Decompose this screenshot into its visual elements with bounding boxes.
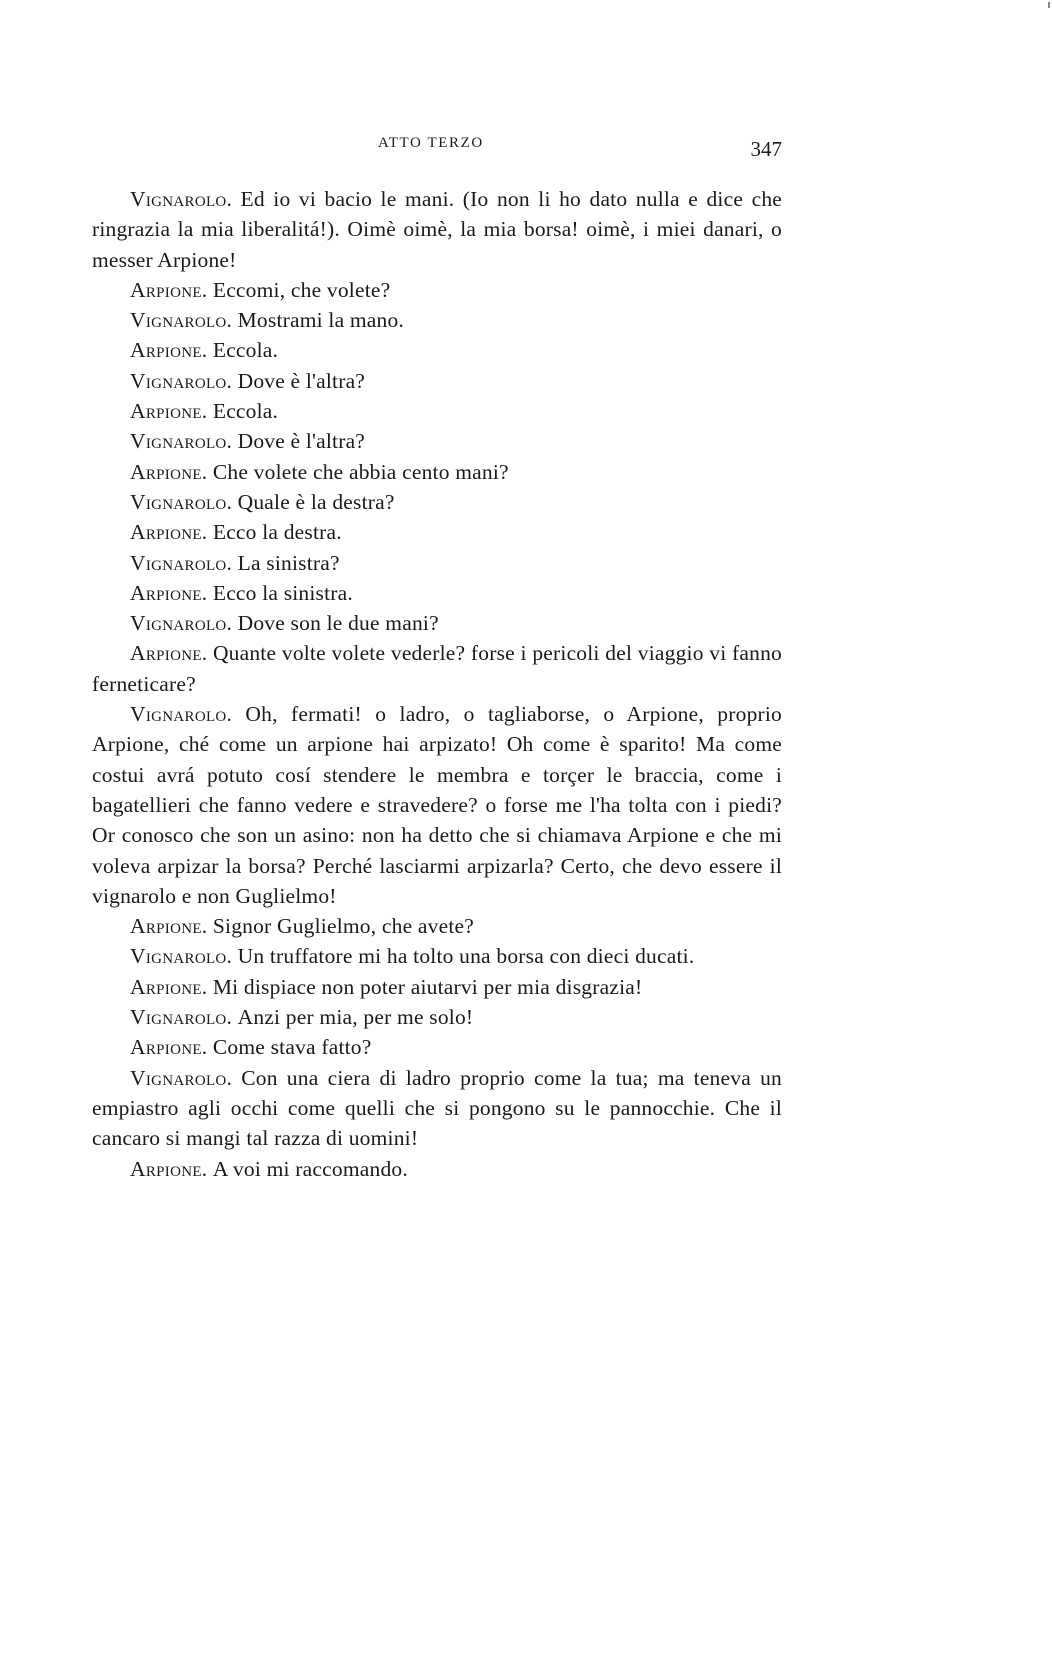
speaker-name: Arpione.: [130, 580, 208, 605]
speaker-name: Vignarolo.: [130, 944, 233, 969]
speech-text: Con una ciera di ladro proprio come la tua; ma teneva un empiastro agli occhi come quelli che si pongono su le pannocchie. Che il cancaro si mangi tal razza di uomini!: [92, 1065, 783, 1151]
running-header: [92, 133, 782, 163]
speech-text: Quale è la destra?: [237, 489, 395, 514]
speech-text: Mi dispiace non poter aiutarvi per mia disgrazia!: [212, 974, 643, 999]
speaker-name: Arpione.: [130, 1035, 208, 1060]
speaker-name: Vignarolo.: [130, 611, 233, 636]
speaker-name: Vignarolo.: [130, 368, 233, 393]
dialogue-line: [92, 1063, 782, 1154]
speech-text: Un truffatore mi ha tolto una borsa con dieci ducati.: [237, 944, 695, 969]
dialogue-line: [92, 184, 782, 275]
speaker-name: Vignarolo.: [130, 429, 233, 454]
dialogue-line: [92, 911, 782, 941]
dialogue-line: [92, 1032, 782, 1062]
dialogue-line: [92, 608, 782, 638]
dialogue-line: [92, 638, 782, 699]
speech-text: Come stava fatto?: [212, 1035, 372, 1060]
speaker-name: Vignarolo.: [130, 1065, 233, 1090]
running-title: ATTO TERZO: [378, 135, 484, 151]
speech-text: Ecco la destra.: [212, 520, 342, 545]
dialogue-line: [92, 426, 782, 456]
dialogue-line: [92, 578, 782, 608]
dialogue-line: [92, 305, 782, 335]
dialogue-line: [92, 396, 782, 426]
speech-text: Ecco la sinistra.: [212, 580, 353, 605]
speaker-name: Vignarolo.: [130, 702, 233, 727]
dialogue-line: [92, 1154, 782, 1184]
speech-text: Dove è l'altra?: [237, 368, 366, 393]
dialogue-line: [92, 972, 782, 1002]
dialogue-line: [92, 941, 782, 971]
dialogue-line: [92, 335, 782, 365]
dialogue-body: [92, 184, 782, 1184]
dialogue-line: [92, 1002, 782, 1032]
speaker-name: Arpione.: [130, 914, 208, 939]
speaker-name: Vignarolo.: [130, 550, 233, 575]
speech-text: Quante volte volete vederle? forse i pericoli del viaggio vi fanno ferneticare?: [92, 641, 783, 696]
speech-text: Che volete che abbia cento mani?: [212, 459, 509, 484]
dialogue-line: [92, 548, 782, 578]
speech-text: Mostrami la mano.: [237, 308, 405, 333]
speaker-name: Vignarolo.: [130, 187, 233, 211]
speech-text: Eccola.: [212, 338, 279, 363]
speech-text: Ed io vi bacio le mani. (Io non li ho dato nulla e dice che ringrazia la mia liberalitá!). Oimè oimè, la mia borsa! oimè, i miei danari, o messer Arpione!: [92, 187, 783, 272]
dialogue-line: [92, 699, 782, 911]
speaker-name: Arpione.: [130, 338, 208, 363]
speech-text: Dove son le due mani?: [237, 611, 439, 636]
page-number: 347: [750, 137, 782, 161]
speech-text: Anzi per mia, per me solo!: [237, 1005, 474, 1030]
speaker-name: Arpione.: [130, 1156, 208, 1181]
dialogue-line: [92, 487, 782, 517]
speaker-name: Arpione.: [130, 641, 208, 666]
speech-text: Oh, fermati! o ladro, o tagliaborse, o Arpione, proprio Arpione, ché come un arpione hai arpizato! Oh come è sparito! Ma come costui avrá potuto cosí stendere le membra e torçer le braccia, come i bagatellieri che fanno vedere e stravedere? o forse me l'ha tolta con i piedi? Or conosco che son un asino: non ha detto che si chiamava Arpione e che mi voleva arpizar la borsa? Perché lasciarmi arpizarla? Certo, che devo essere il vignarolo e non Guglielmo!: [92, 702, 783, 908]
speech-text: La sinistra?: [237, 550, 340, 575]
dialogue-line: [92, 457, 782, 487]
speaker-name: Arpione.: [130, 520, 208, 545]
dialogue-line: [92, 275, 782, 305]
speaker-name: Vignarolo.: [130, 489, 233, 514]
speaker-name: Vignarolo.: [130, 1005, 233, 1030]
dialogue-line: [92, 366, 782, 396]
speaker-name: Arpione.: [130, 974, 208, 999]
speech-text: Eccola.: [212, 399, 279, 424]
speaker-name: Arpione.: [130, 277, 208, 302]
speech-text: Signor Guglielmo, che avete?: [212, 914, 474, 939]
speaker-name: Vignarolo.: [130, 308, 233, 333]
speaker-name: Arpione.: [130, 399, 208, 424]
scan-edge-mark: [1048, 2, 1050, 8]
speech-text: A voi mi raccomando.: [212, 1156, 408, 1181]
speaker-name: Arpione.: [130, 459, 208, 484]
speech-text: Eccomi, che volete?: [212, 277, 391, 302]
dialogue-line: [92, 517, 782, 547]
speech-text: Dove è l'altra?: [237, 429, 366, 454]
